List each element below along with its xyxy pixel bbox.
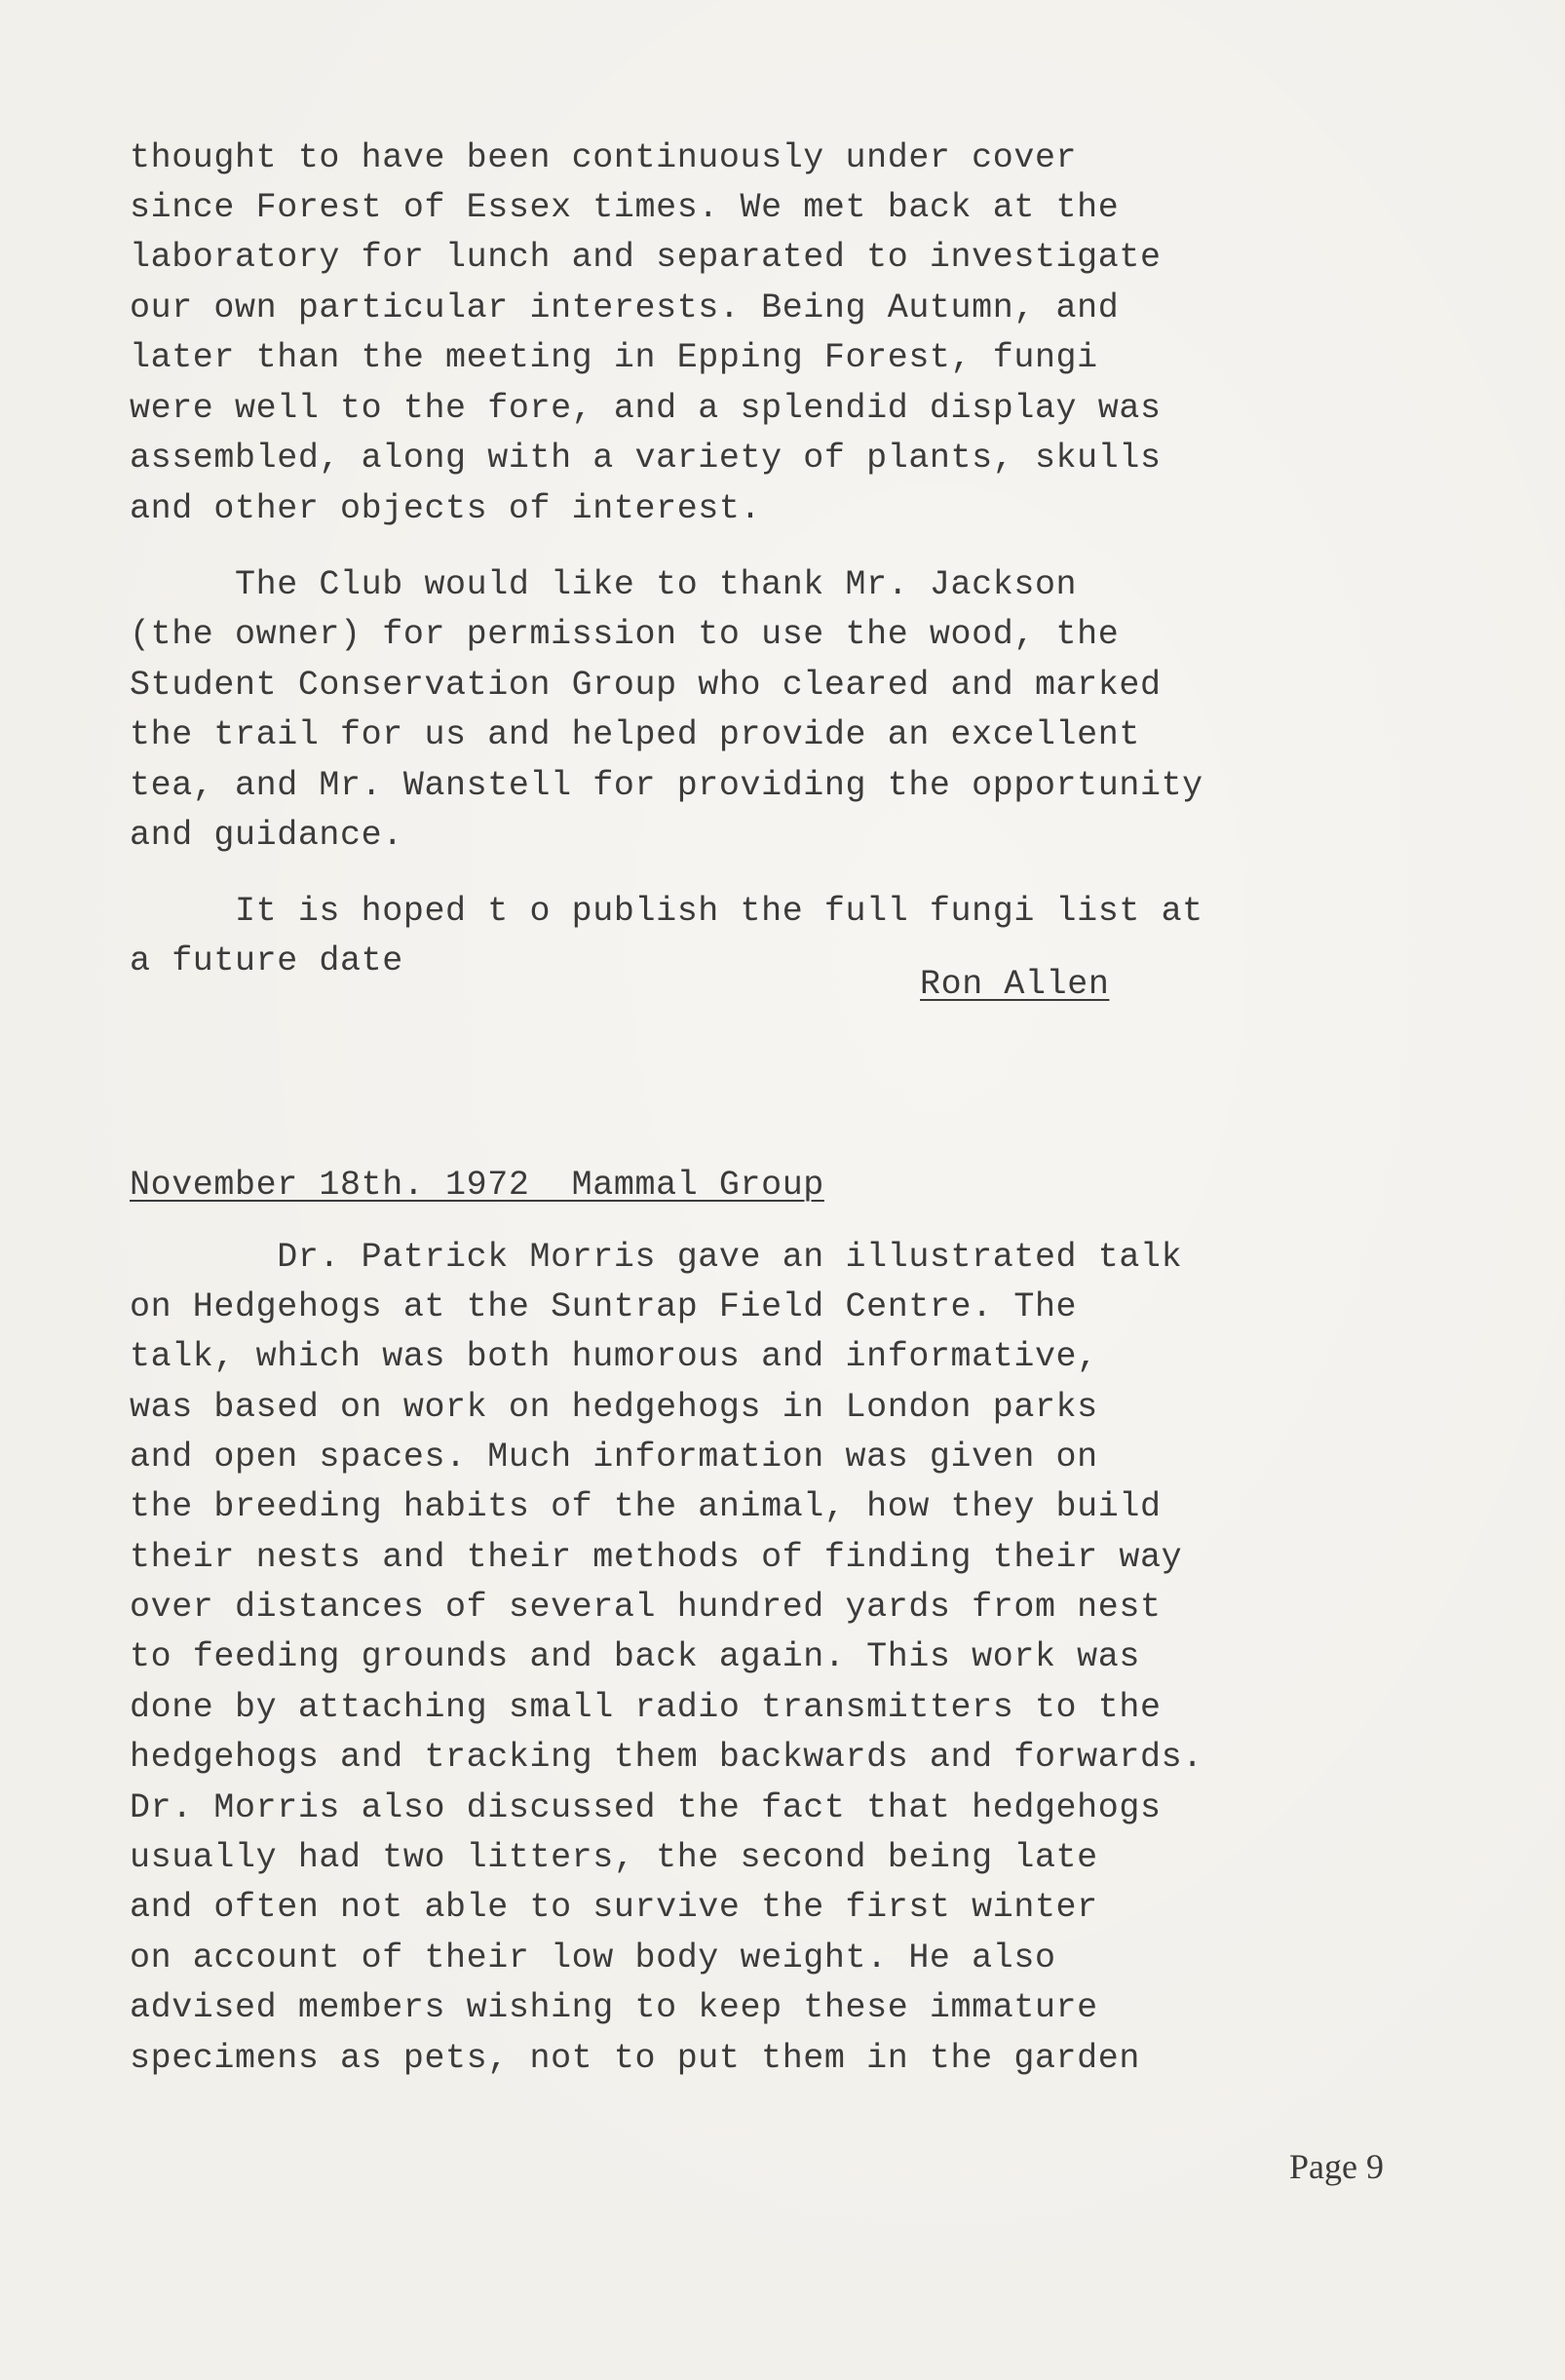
paragraph-line: the trail for us and helped provide an excellent (130, 715, 1140, 754)
section-heading: November 18th. 1972 Mammal Group (130, 1166, 824, 1205)
paragraph-line: specimens as pets, not to put them in the garden (130, 2039, 1140, 2078)
paragraph-line: talk, which was both humorous and informative, (130, 1337, 1098, 1376)
paragraph-line: later than the meeting in Epping Forest, fungi (130, 338, 1098, 377)
paragraph-line: The Club would like to thank Mr. Jackson (130, 565, 1078, 604)
paragraph-line: Student Conservation Group who cleared and marked (130, 666, 1162, 705)
paragraph-line: thought to have been continuously under cover (130, 138, 1078, 177)
paragraph-line: were well to the fore, and a splendid display was (130, 389, 1162, 428)
paragraph-line: and often not able to survive the first winter (130, 1888, 1098, 1927)
paragraph-line: over distances of several hundred yards from nest (130, 1588, 1162, 1627)
paragraph-line: our own particular interests. Being Autumn, and (130, 288, 1120, 327)
paragraph-line: Dr. Morris also discussed the fact that hedgehogs (130, 1788, 1162, 1827)
paragraph-line: and other objects of interest. (130, 489, 762, 528)
paragraph-line: a future date (130, 941, 403, 980)
author-signature: Ron Allen (920, 965, 1110, 1004)
paragraph-line: usually had two litters, the second being late (130, 1838, 1098, 1877)
paragraph-line: on Hedgehogs at the Suntrap Field Centre. The (130, 1287, 1078, 1326)
paragraph-line: advised members wishing to keep these immature (130, 1988, 1098, 2027)
paragraph-line: tea, and Mr. Wanstell for providing the opportunity (130, 766, 1203, 805)
paragraph-line: assembled, along with a variety of plants, skulls (130, 439, 1162, 478)
paragraph-line: (the owner) for permission to use the wood, the (130, 615, 1120, 654)
paragraph-line: Dr. Patrick Morris gave an illustrated talk (130, 1238, 1183, 1277)
paragraph-line: laboratory for lunch and separated to investigate (130, 238, 1162, 277)
paragraph-line: and open spaces. Much information was given on (130, 1438, 1098, 1477)
paragraph-line: It is hoped t o publish the full fungi list at (130, 892, 1203, 931)
paragraph-line: and guidance. (130, 816, 403, 855)
paragraph-line: was based on work on hedgehogs in London parks (130, 1388, 1098, 1427)
paragraph-line: on account of their low body weight. He also (130, 1939, 1056, 1977)
paragraph-line: their nests and their methods of finding their way (130, 1538, 1183, 1577)
page-number: Page 9 (1289, 2147, 1384, 2186)
paragraph-line: to feeding grounds and back again. This work was (130, 1637, 1140, 1676)
paragraph-line: the breeding habits of the animal, how they build (130, 1487, 1162, 1526)
paragraph-line: done by attaching small radio transmitters to the (130, 1688, 1162, 1727)
paragraph-line: hedgehogs and tracking them backwards and forwards. (130, 1738, 1203, 1777)
paragraph-line: since Forest of Essex times. We met back at the (130, 188, 1120, 227)
